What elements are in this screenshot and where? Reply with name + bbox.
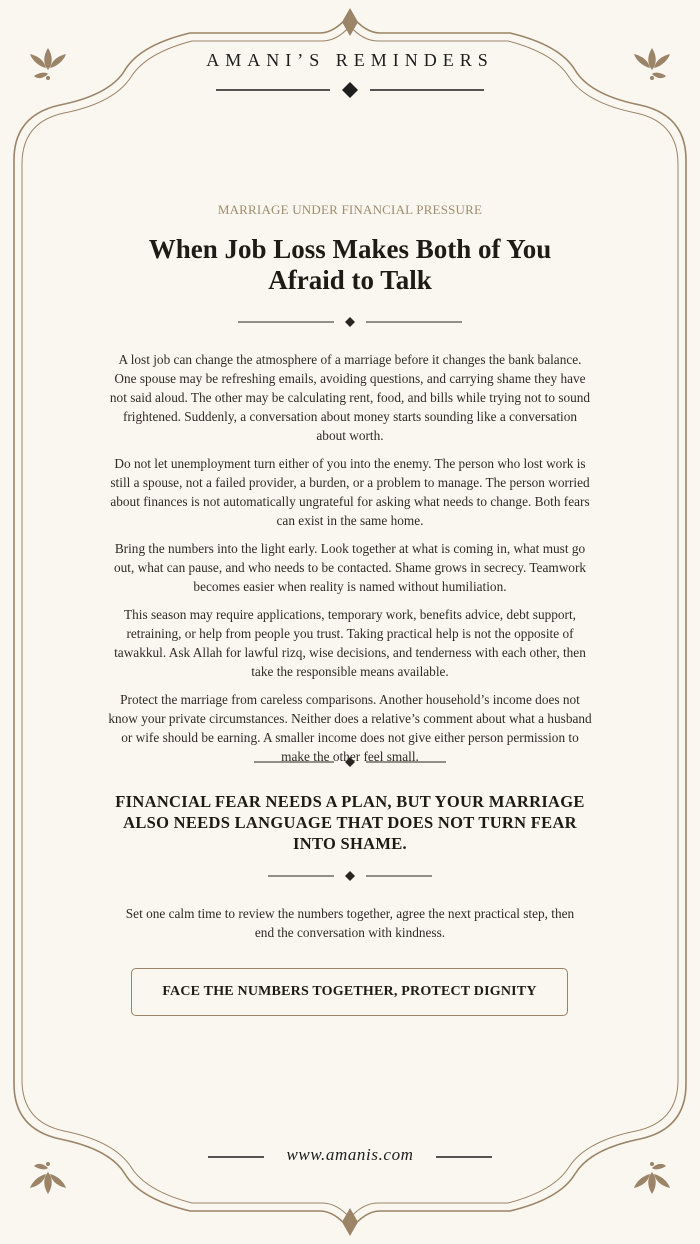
body-paragraph: A lost job can change the atmosphere of a marriage before it changes the bank balance. One spouse may be refreshing emails, avoiding questions, and carrying shame they have not said aloud. The other may be calculating rent, food, and bills while trying not to sound frightened. Suddenly, a conversation about money starts sounding like a conversation about worth. [109, 352, 591, 443]
article-body [108, 350, 592, 775]
body-paragraph: Protect the marriage from careless comparisons. Another household’s income does not know your private circumstances. Neither does a relative’s comment about what a husband or wife should be earning. A smaller income does not give either person permission to make the other feel small. [108, 692, 592, 764]
cta-button[interactable]: FACE THE NUMBERS TOGETHER, PROTECT DIGNITY [131, 968, 568, 1016]
instruction-text: Set one calm time to review the numbers together, agree the next practical step, then end the conversation with kindness. [125, 906, 575, 940]
body-paragraph: Do not let unemployment turn either of you into the enemy. The person who lost work is still a spouse, not a failed provider, a burden, or a problem to manage. The person worried about finances is not automatically ungrateful for asking what needs to change. Both fears can exist in the same home. [110, 456, 590, 528]
article-kicker: MARRIAGE UNDER FINANCIAL PRESSURE [217, 202, 483, 217]
body-paragraph: This season may require applications, temporary work, benefits advice, debt support, retraining, or help from people you trust. Taking practical help is not the opposite of tawakkul. Ask Allah for lawful rizq, wise decisions, and tenderness with each other, then take the responsible means available. [114, 607, 586, 679]
pull-quote: FINANCIAL FEAR NEEDS A PLAN, BUT YOUR MARRIAGE ALSO NEEDS LANGUAGE THAT DOES NOT TURN FEAR INTO SHAME. [115, 792, 585, 853]
website-link[interactable]: www.amanis.com [286, 1145, 414, 1164]
body-paragraph: Bring the numbers into the light early. Look together at what is coming in, what must go out, what can pause, and who needs to be contacted. Shame grows in secrecy. Teamwork becomes easier when reality is named without humiliation. [113, 541, 587, 594]
page-title: When Job Loss Makes Both of You Afraid to Talk [148, 234, 552, 295]
brand-title: AMANI’S REMINDERS [206, 50, 494, 70]
